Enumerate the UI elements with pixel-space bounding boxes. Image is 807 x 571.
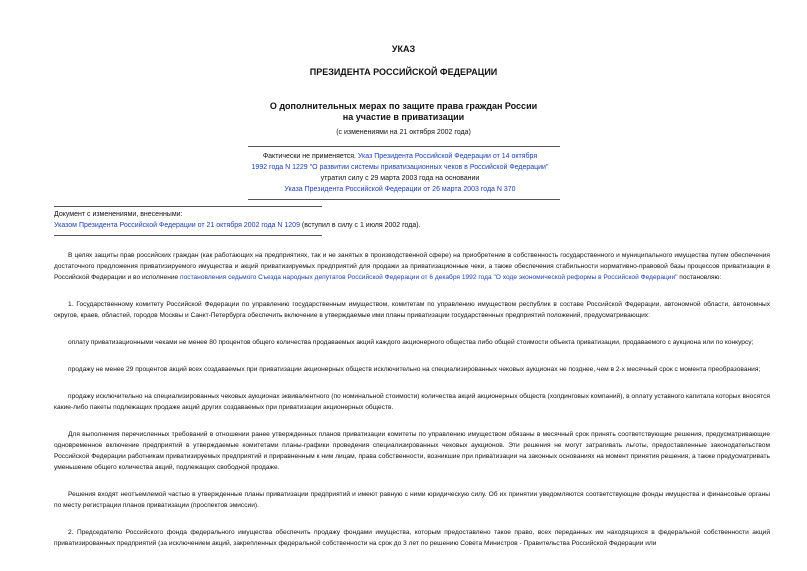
paragraph-preamble [54,250,770,283]
status-link-1a[interactable]: Указ Президента Российской Федерации от 14 октября [357,153,538,160]
status-text: Фактически не применяется. [262,153,358,160]
divider-top [248,146,560,147]
paragraph-1a: оплату приватизационными чеками не менее 80 процентов общего количества продаваемых акций каждого акционерного общества либо общей стоимости объекта приватизации, продаваемого с аукциона или по конкурсу; [68,339,754,346]
divider-changes-bottom [54,235,322,236]
paragraph-2: 2. Председателю Российского фонда федерального имущества обеспечить продажу фондами имущества, которым предоставлено такое право, всех переданных им находящихся в федеральной собственности акций приватизированных предприятий (за исключением акций, закрепленных федеральной собственности на срок до 3 лет по решению Совета Министров - Правительства Российской Федерации или [54,529,770,547]
paragraph-1b: продажу не менее 29 процентов акций всех создаваемых при приватизации акционерных обществ исключительно на специализированных чековых аукционах не позднее, чем в 2-х месячный срок с момента преобразования; [68,366,761,373]
decree-body [54,250,770,565]
preamble-end: постановляю: [677,274,722,281]
paragraph-1d: Для выполнения перечисленных требований в отношении ранее утвержденных планов приватизации комитеты по управлению имуществом обязаны в месячный срок принять соответствующие решения, предусматривающие одновременное включение предприятий в утверждаемые комитетами планы-графики проведения специализированных чековых аукционов. Эти решения не могут затрагивать льготы, предоставленные законодательством Российской Федерации работникам приватизируемых предприятий и приравненным к ним лицам, права собственности, возникшие при приватизации на законных основаниях на момент принятия решения, а также предусматривать уменьшение общего количества акций, подлежащих свободной продаже. [54,431,770,471]
paragraph-1e: Решения входят неотъемлемой частью в утвержденные планы приватизации предприятий и имеют равную с ними юридическую силу. Об их принятии уведомляются соответствующие фонды имущества и финансовые органы по месту регистрации планов приватизации (проспектов эмиссии). [54,491,770,509]
status-link-2[interactable]: Указа Президента Российской Федерации от 26 марта 2003 года N 370 [284,186,516,193]
status-text-2: утратил силу с 29 марта 2003 года на основании [320,175,480,182]
decree-title: УКАЗ [391,44,416,54]
changes-block [54,209,421,231]
changes-link[interactable]: Указом Президента Российской Федерации от 21 октября 2002 года N 1209 [54,222,300,229]
decree-subtitle [0,101,807,123]
subtitle-line-2: на участие в приватизации [342,112,465,122]
status-note [230,151,570,195]
preamble-link[interactable]: постановления седьмого Съезда народных депутатов Российской Федерации от 6 декабря 1992 года "О ходе экономической реформы в Российской Федерации" [180,274,678,281]
changes-label: Документ с изменениями, внесенными: [54,211,183,218]
subtitle-line-1: О дополнительных мерах по защите права граждан России [269,101,538,111]
amendment-note: (с изменениями на 21 октября 2002 года) [336,129,471,136]
changes-suffix: (вступил в силу с 1 июля 2002 года). [299,222,421,229]
preamble-text: В целях защиты прав российских граждан (как работающих на предприятиях, так и не занятых в производственной сфере) на приобретение в собственность государственного и муниципального имущества путем обеспечения достаточного предложения приватизируемого имущества и акций приватизируемых предприятий для продажи за приватизационные чеки, а также обеспечения стабильности нормативно-правовой базы процессов приватизации в Российской Федерации и во исполнение [54,252,770,281]
divider-changes-top [54,206,322,207]
paragraph-1c: продажу исключительно на специализированных чековых аукционах эквивалентного (по номинальной стоимости) количества акций акционерных обществ (холдинговых компаний), в оплату уставного капитала которых вносятся какие-либо пакеты подлежащих продаже акций других создаваемых при приватизации акционерных обществ. [54,393,770,411]
decree-issuer: ПРЕЗИДЕНТА РОССИЙСКОЙ ФЕДЕРАЦИИ [309,67,498,77]
divider-bottom [248,199,560,200]
paragraph-1: 1. Государственному комитету Российской Федерации по управлению государственным имуществом, комитетам по управлению имуществом республик в составе Российской Федерации, автономной области, автономных округов, краев, областей, городов Москвы и Санкт-Петербурга обеспечить включение в утверждаемые ими планы приватизации государственных предприятий положений, предусматривающих: [54,301,770,319]
status-link-1b[interactable]: 1992 года N 1229 "О развитии системы приватизационных чеков в Российской Федерации" [251,164,549,171]
